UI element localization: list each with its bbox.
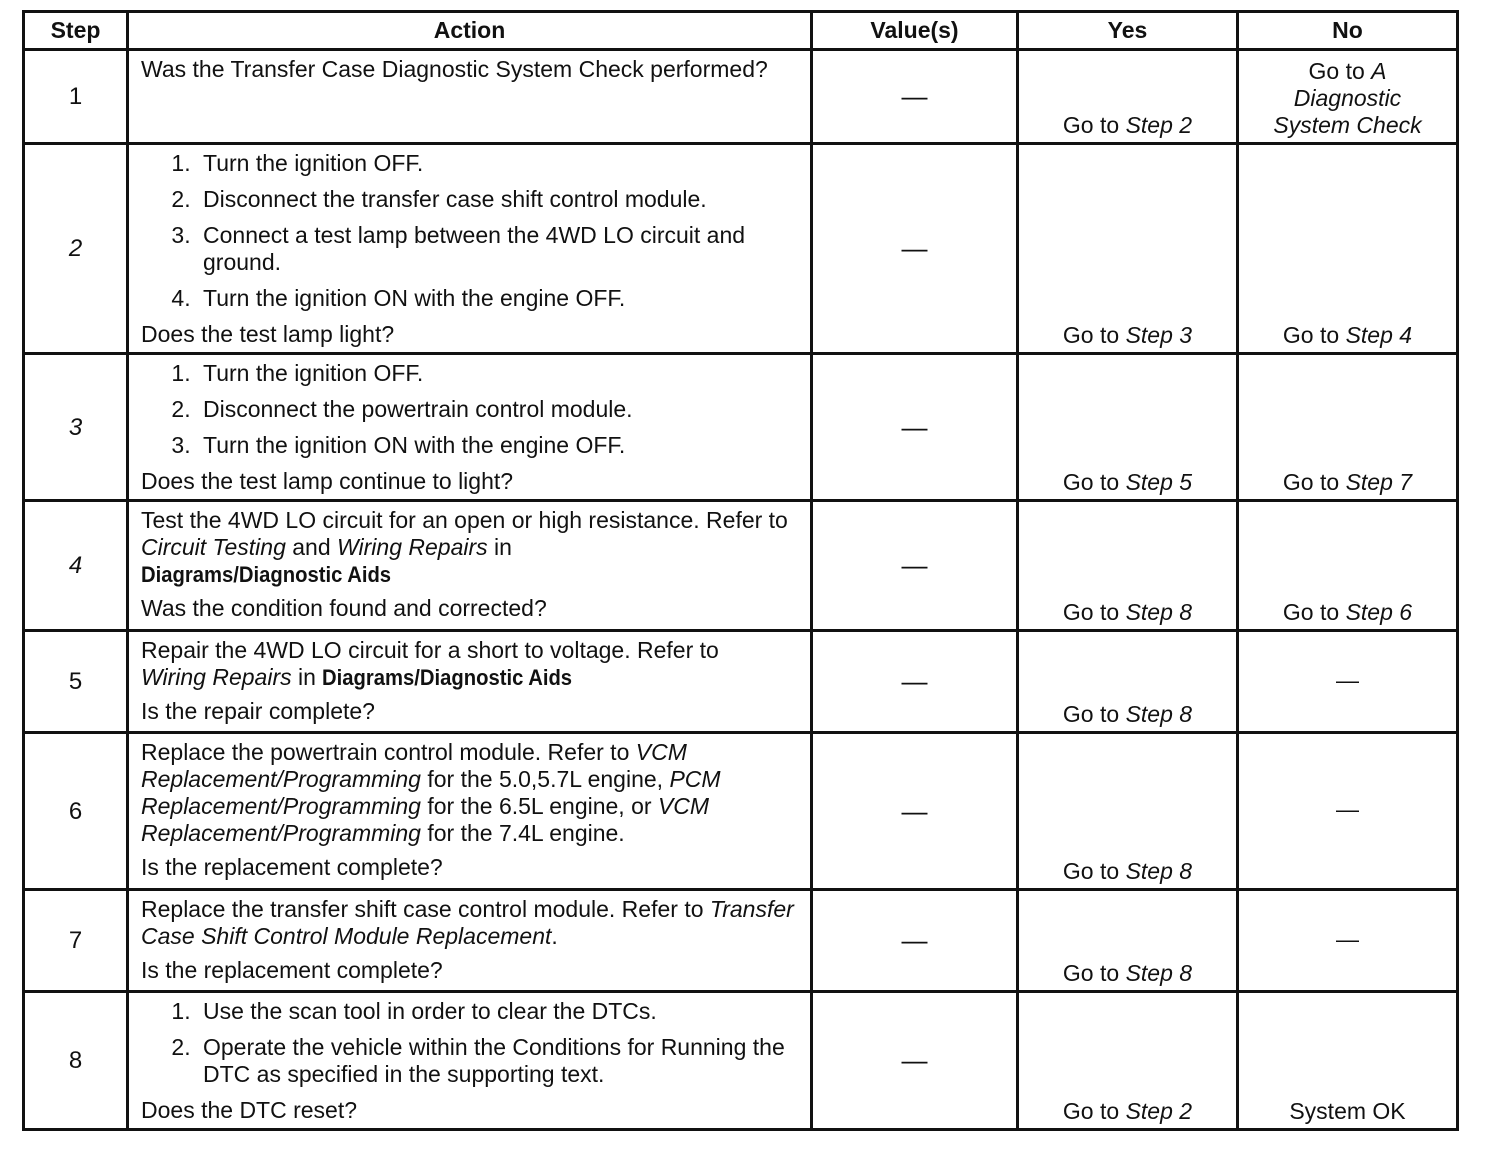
action-steps [141, 998, 798, 1088]
yes-step-ref: Step 2 [1125, 1098, 1193, 1124]
yes-step-ref: Step 8 [1125, 858, 1193, 884]
step-number: 8 [24, 992, 128, 1130]
no-step-ref: Step 7 [1345, 469, 1413, 495]
action-cell [128, 50, 812, 144]
table-row [24, 354, 1458, 501]
action-step: 4. Turn the ignition ON with the engine OFF. [197, 285, 798, 312]
action-question: Does the test lamp light? [141, 321, 395, 347]
diagnostic-table [22, 10, 1459, 1131]
action-cell [128, 733, 812, 890]
value-cell: — [812, 631, 1018, 733]
yes-cell: Go to Step 8 [1018, 631, 1238, 733]
header-yes: Yes [1018, 12, 1238, 50]
header-values: Value(s) [812, 12, 1018, 50]
yes-cell: Go to Step 2 [1018, 992, 1238, 1130]
yes-step-ref: Step 8 [1125, 960, 1193, 986]
action-step: 3. Connect a test lamp between the 4WD LO circuit and ground. [197, 222, 798, 276]
action-step: 2. Disconnect the powertrain control module. [197, 396, 798, 423]
action-step: 1. Turn the ignition OFF. [197, 150, 798, 177]
yes-step-ref: Step 8 [1125, 599, 1193, 625]
table-row [24, 501, 1458, 631]
yes-step-ref: Step 8 [1125, 701, 1193, 727]
reference-link: Wiring Repairs [141, 664, 292, 690]
yes-cell: Go to Step 8 [1018, 733, 1238, 890]
header-action: Action [128, 12, 812, 50]
no-cell: Go to A Diagnostic System Check [1238, 50, 1458, 144]
value-cell: — [812, 354, 1018, 501]
reference-link: Transfer Case Shift Control Module Replacement [141, 896, 794, 949]
yes-step-ref: Step 3 [1125, 322, 1193, 348]
no-cell: — [1238, 733, 1458, 890]
reference-link: VCM Replacement/Programming [141, 739, 687, 792]
step-number: 2 [24, 144, 128, 354]
action-cell [128, 354, 812, 501]
value-cell: — [812, 501, 1018, 631]
document-reference: Diagrams/Diagnostic Aids [141, 562, 392, 587]
yes-cell: Go to Step 8 [1018, 501, 1238, 631]
yes-cell: Go to Step 5 [1018, 354, 1238, 501]
no-cell: — [1238, 890, 1458, 992]
action-question: Is the replacement complete? [141, 854, 443, 880]
reference-link: VCM Replacement/Programming [141, 793, 710, 846]
header-step: Step [24, 12, 128, 50]
yes-cell: Go to Step 3 [1018, 144, 1238, 354]
value-cell: — [812, 144, 1018, 354]
action-text: Replace the transfer shift case control module. Refer to Transfer Case Shift Control Module Replacement. [141, 896, 794, 949]
no-step-ref: Step 6 [1345, 599, 1413, 625]
action-question: Does the DTC reset? [141, 1097, 358, 1123]
action-steps [141, 360, 798, 459]
action-cell [128, 501, 812, 631]
header-no: No [1238, 12, 1458, 50]
no-cell: Go to Step 4 [1238, 144, 1458, 354]
table-row [24, 50, 1458, 144]
table-row [24, 992, 1458, 1130]
action-steps [141, 150, 798, 312]
action-text: Was the Transfer Case Diagnostic System Check performed? [141, 56, 768, 82]
header-row [24, 12, 1458, 50]
no-cell: — [1238, 631, 1458, 733]
action-cell [128, 144, 812, 354]
yes-cell: Go to Step 2 [1018, 50, 1238, 144]
table-row [24, 733, 1458, 890]
action-question: Is the replacement complete? [141, 957, 443, 983]
action-question: Is the repair complete? [141, 698, 375, 724]
no-step-ref: Step 4 [1345, 322, 1413, 348]
action-text: Replace the powertrain control module. Refer to VCM Replacement/Programming for the 5.0,5.7L engine, PCM Replacement/Programming for the 6.5L engine, or VCM Replacement/Programming for the 7.4L engine. [141, 739, 721, 846]
yes-cell: Go to Step 8 [1018, 890, 1238, 992]
no-cell: System OK [1238, 992, 1458, 1130]
value-cell: — [812, 890, 1018, 992]
reference-link: Circuit Testing [141, 534, 286, 560]
step-number: 4 [24, 501, 128, 631]
action-step: 3. Turn the ignition ON with the engine OFF. [197, 432, 798, 459]
yes-step-ref: Step 2 [1125, 112, 1193, 138]
action-step: 2. Operate the vehicle within the Conditions for Running the DTC as specified in the supporting text. [197, 1034, 798, 1088]
action-text: Repair the 4WD LO circuit for a short to voltage. Refer to Wiring Repairs in Diagrams/Diagnostic Aids [141, 637, 719, 690]
action-cell [128, 992, 812, 1130]
step-number: 5 [24, 631, 128, 733]
action-question: Was the condition found and corrected? [141, 595, 547, 621]
step-number: 1 [24, 50, 128, 144]
yes-step-ref: Step 5 [1125, 469, 1193, 495]
step-number: 6 [24, 733, 128, 890]
value-cell: — [812, 50, 1018, 144]
no-cell: Go to Step 6 [1238, 501, 1458, 631]
action-step: 1. Turn the ignition OFF. [197, 360, 798, 387]
action-text: Test the 4WD LO circuit for an open or high resistance. Refer to Circuit Testing and Wiring Repairs in Diagrams/Diagnostic Aids [141, 507, 788, 587]
table-row [24, 144, 1458, 354]
step-number: 3 [24, 354, 128, 501]
document-reference: Diagrams/Diagnostic Aids [322, 665, 573, 690]
action-cell [128, 631, 812, 733]
reference-link: PCM Replacement/Programming [141, 766, 721, 819]
value-cell: — [812, 992, 1018, 1130]
action-question: Does the test lamp continue to light? [141, 468, 514, 494]
reference-link: Wiring Repairs [337, 534, 488, 560]
action-step: 1. Use the scan tool in order to clear the DTCs. [197, 998, 798, 1025]
no-cell: Go to Step 7 [1238, 354, 1458, 501]
table-row [24, 631, 1458, 733]
action-step: 2. Disconnect the transfer case shift control module. [197, 186, 798, 213]
action-cell [128, 890, 812, 992]
step-number: 7 [24, 890, 128, 992]
table-row [24, 890, 1458, 992]
value-cell: — [812, 733, 1018, 890]
